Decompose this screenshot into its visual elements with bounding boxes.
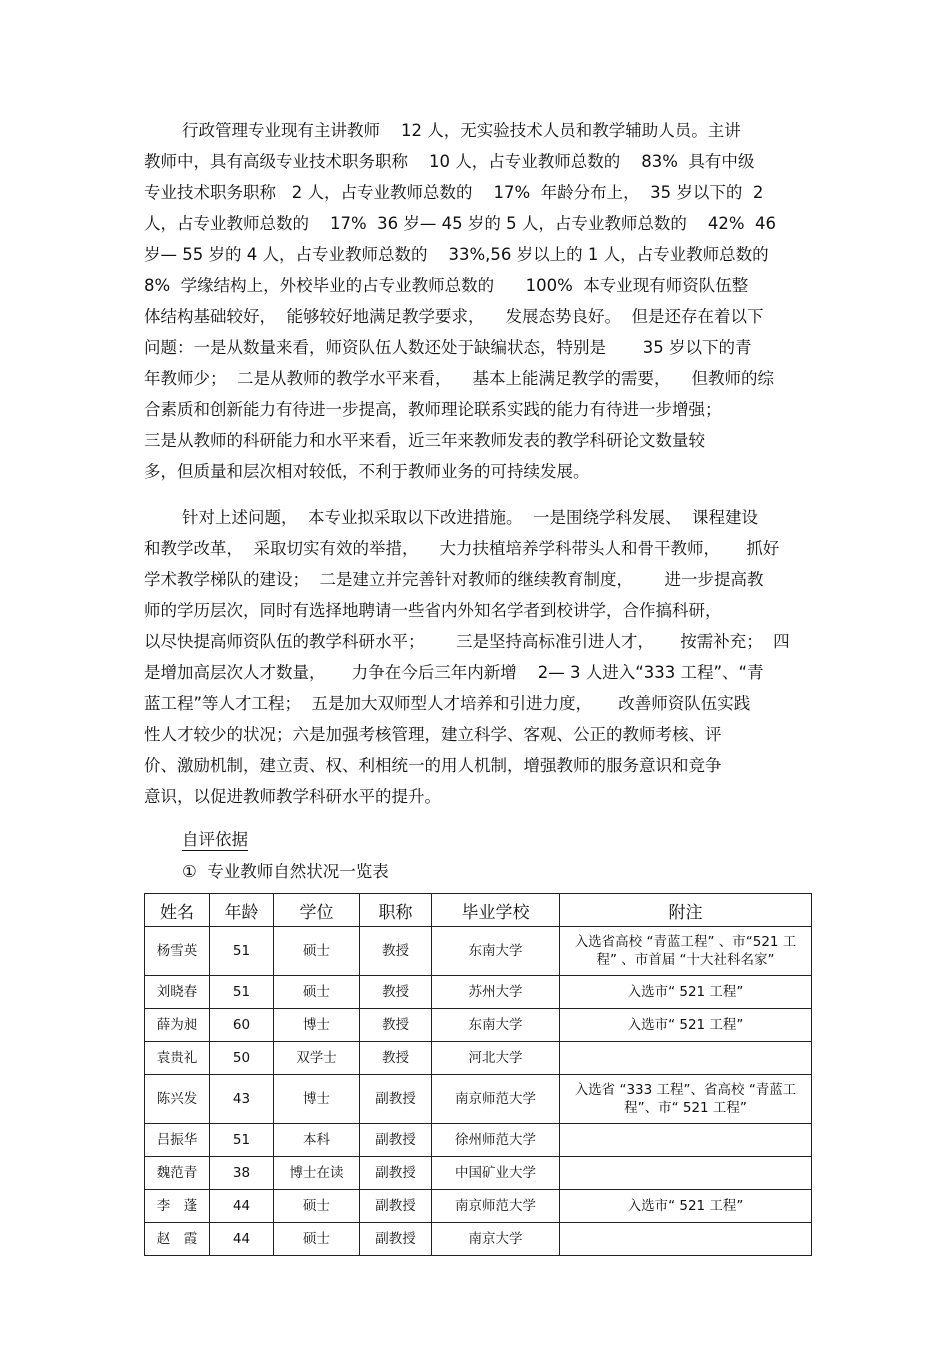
cell-school: 中国矿业大学 <box>432 1157 560 1190</box>
cell-degree: 博士在读 <box>274 1157 360 1190</box>
text-line: 体结构基础较好， 能够较好地满足教学要求， 发展态势良好。 但是还存在着以下 <box>144 307 764 326</box>
cell-name: 魏范青 <box>145 1157 210 1190</box>
cell-age: 38 <box>210 1157 274 1190</box>
table-row <box>145 1009 812 1042</box>
cell-title: 教授 <box>360 1009 432 1042</box>
table-row <box>145 1124 812 1157</box>
cell-degree: 硕士 <box>274 1190 360 1223</box>
cell-degree: 硕士 <box>274 927 360 976</box>
cell-note: 入选市“ 521 工程” <box>560 1009 812 1042</box>
header-school: 毕业学校 <box>432 894 560 927</box>
text-line: 价、激励机制，建立责、权、利相统一的用人机制，增强教师的服务意识和竞争 <box>144 756 722 775</box>
section-heading <box>182 828 248 852</box>
table-row <box>145 1223 812 1256</box>
text-line: 行政管理专业现有主讲教师 12 人，无实验技术人员和教学辅助人员。主讲 <box>182 121 741 140</box>
table-row <box>145 976 812 1009</box>
cell-school: 河北大学 <box>432 1042 560 1075</box>
text-line: 以尽快提高师资队伍的教学科研水平； 三是坚持高标准引进人才， 按需补充； 四 <box>144 632 790 651</box>
cell-name: 李 蓬 <box>145 1190 210 1223</box>
cell-school: 南京师范大学 <box>432 1190 560 1223</box>
cell-age: 43 <box>210 1075 274 1124</box>
cell-note <box>560 1042 812 1075</box>
header-age: 年龄 <box>210 894 274 927</box>
text-line: 问题：一是从数量来看，师资队伍人数还处于缺编状态，特别是 35 岁以下的青 <box>144 338 752 357</box>
text-line: 合素质和创新能力有待进一步提高，教师理论联系实践的能力有待进一步增强； <box>144 400 722 419</box>
cell-title: 副教授 <box>360 1124 432 1157</box>
cell-degree: 博士 <box>274 1009 360 1042</box>
text-line: 教师中，具有高级专业技术职务职称 10 人，占专业教师总数的 83% 具有中级 <box>144 152 755 171</box>
header-title: 职称 <box>360 894 432 927</box>
cell-title: 副教授 <box>360 1157 432 1190</box>
cell-name: 刘晓春 <box>145 976 210 1009</box>
text-line: 年教师少； 二是从教师的教学水平来看， 基本上能满足教学的需要， 但教师的综 <box>144 369 774 388</box>
text-line: 8% 学缘结构上，外校毕业的占专业教师总数的 100% 本专业现有师资队伍整 <box>144 276 749 295</box>
text-line: 岁— 55 岁的 4 人，占专业教师总数的 33%,56 岁以上的 1 人，占专业教师总数的 <box>144 245 769 264</box>
paragraph-improvement-measures <box>144 502 814 812</box>
table-row <box>145 1042 812 1075</box>
cell-school: 南京师范大学 <box>432 1075 560 1124</box>
section-heading-text: 自评依据 <box>182 830 248 849</box>
cell-note <box>560 1124 812 1157</box>
text-line: 和教学改革， 采取切实有效的举措， 大力扶植培养学科带头人和骨干教师， 抓好 <box>144 539 780 558</box>
cell-school: 徐州师范大学 <box>432 1124 560 1157</box>
cell-note <box>560 1223 812 1256</box>
header-name: 姓名 <box>145 894 210 927</box>
cell-name: 陈兴发 <box>145 1075 210 1124</box>
cell-degree: 博士 <box>274 1075 360 1124</box>
cell-title: 教授 <box>360 1042 432 1075</box>
header-degree: 学位 <box>274 894 360 927</box>
cell-school: 东南大学 <box>432 927 560 976</box>
cell-age: 44 <box>210 1190 274 1223</box>
text-line: 学术教学梯队的建设； 二是建立并完善针对教师的继续教育制度， 进一步提高教 <box>144 570 764 589</box>
cell-title: 副教授 <box>360 1223 432 1256</box>
cell-school: 南京大学 <box>432 1223 560 1256</box>
cell-school: 苏州大学 <box>432 976 560 1009</box>
text-line: 针对上述问题， 本专业拟采取以下改进措施。 一是围绕学科发展、 课程建设 <box>182 508 758 527</box>
table-header-row <box>145 894 812 927</box>
text-line: 多，但质量和层次相对较低，不利于教师业务的可持续发展。 <box>144 462 590 481</box>
cell-degree: 硕士 <box>274 976 360 1009</box>
table-row <box>145 1190 812 1223</box>
cell-age: 51 <box>210 1124 274 1157</box>
cell-school: 东南大学 <box>432 1009 560 1042</box>
text-line: 人，占专业教师总数的 17% 36 岁— 45 岁的 5 人，占专业教师总数的 42% 46 <box>144 214 776 233</box>
cell-degree: 本科 <box>274 1124 360 1157</box>
cell-age: 50 <box>210 1042 274 1075</box>
table-row <box>145 1075 812 1124</box>
faculty-table <box>144 893 812 1256</box>
cell-degree: 硕士 <box>274 1223 360 1256</box>
cell-note: 入选市“ 521 工程” <box>560 1190 812 1223</box>
cell-age: 51 <box>210 927 274 976</box>
cell-note: 入选省 “333 工程”、省高校 “青蓝工程”、市“ 521 工程” <box>560 1075 812 1124</box>
text-line: 师的学历层次，同时有选择地聘请一些省内外知名学者到校讲学，合作搞科研， <box>144 601 722 620</box>
text-line: 蓝工程”等人才工程； 五是加大双师型人才培养和引进力度， 改善师资队伍实践 <box>144 694 751 713</box>
cell-name: 薛为昶 <box>145 1009 210 1042</box>
cell-note: 入选省高校 “青蓝工程” 、市“521 工程” 、市首届 “十大社科名家” <box>560 927 812 976</box>
text-line: 三是从教师的科研能力和水平来看，近三年来教师发表的教学科研论文数量较 <box>144 431 705 450</box>
text-line: 意识，以促进教师教学科研水平的提升。 <box>144 787 441 806</box>
cell-title: 副教授 <box>360 1075 432 1124</box>
cell-degree: 双学士 <box>274 1042 360 1075</box>
paragraph-faculty-status <box>144 115 814 487</box>
cell-note: 入选市“ 521 工程” <box>560 976 812 1009</box>
cell-age: 60 <box>210 1009 274 1042</box>
header-note: 附注 <box>560 894 812 927</box>
cell-name: 吕振华 <box>145 1124 210 1157</box>
cell-age: 51 <box>210 976 274 1009</box>
cell-title: 教授 <box>360 976 432 1009</box>
text-line: 性人才较少的状况；六是加强考核管理，建立科学、客观、公正的教师考核、评 <box>144 725 722 744</box>
cell-name: 袁贵礼 <box>145 1042 210 1075</box>
cell-name: 赵 霞 <box>145 1223 210 1256</box>
table-caption: ① 专业教师自然状况一览表 <box>182 862 389 881</box>
cell-title: 教授 <box>360 927 432 976</box>
cell-title: 副教授 <box>360 1190 432 1223</box>
text-line: 是增加高层次人才数量， 力争在今后三年内新增 2— 3 人进入“333 工程”、“青 <box>144 663 764 682</box>
cell-name: 杨雪英 <box>145 927 210 976</box>
cell-age: 44 <box>210 1223 274 1256</box>
cell-note <box>560 1157 812 1190</box>
table-row <box>145 927 812 976</box>
text-line: 专业技术职务职称 2 人，占专业教师总数的 17% 年龄分布上， 35 岁以下的 2 <box>144 183 764 202</box>
table-row <box>145 1157 812 1190</box>
